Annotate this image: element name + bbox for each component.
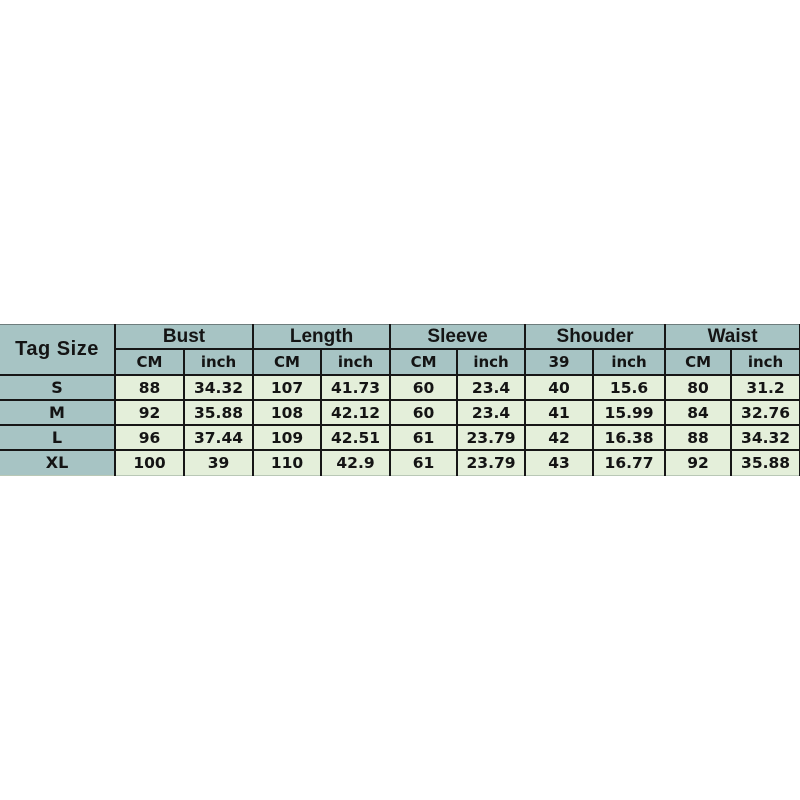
cell-bust-cm: 92 [115, 400, 184, 425]
cell-length-cm: 109 [253, 425, 321, 450]
cell-sleeve-inch: 23.79 [457, 450, 525, 475]
cell-shouder-cm: 40 [525, 375, 593, 400]
cell-bust-cm: 100 [115, 450, 184, 475]
size-tag: M [0, 400, 115, 425]
subheader-bust-cm: CM [115, 349, 184, 375]
table-row-size-s [0, 375, 800, 400]
table-subheader-row [0, 349, 800, 375]
cell-length-cm: 110 [253, 450, 321, 475]
subheader-shouder-cm: 39 [525, 349, 593, 375]
cell-waist-inch: 32.76 [731, 400, 800, 425]
cell-shouder-inch: 15.6 [593, 375, 665, 400]
cell-bust-inch: 37.44 [184, 425, 253, 450]
cell-waist-cm: 80 [665, 375, 731, 400]
corner-header-tag-size: Tag Size [0, 325, 115, 376]
cell-sleeve-cm: 60 [390, 400, 457, 425]
cell-sleeve-inch: 23.4 [457, 400, 525, 425]
column-group-shouder: Shouder [525, 325, 665, 350]
table-row-size-l [0, 425, 800, 450]
cell-bust-inch: 39 [184, 450, 253, 475]
cell-bust-inch: 35.88 [184, 400, 253, 425]
cell-bust-inch: 34.32 [184, 375, 253, 400]
cell-shouder-inch: 16.77 [593, 450, 665, 475]
cell-sleeve-cm: 61 [390, 425, 457, 450]
cell-length-inch: 41.73 [321, 375, 390, 400]
cell-waist-cm: 92 [665, 450, 731, 475]
cell-sleeve-inch: 23.4 [457, 375, 525, 400]
cell-shouder-inch: 16.38 [593, 425, 665, 450]
cell-length-inch: 42.12 [321, 400, 390, 425]
cell-shouder-inch: 15.99 [593, 400, 665, 425]
cell-sleeve-cm: 61 [390, 450, 457, 475]
size-chart-table [0, 324, 800, 476]
subheader-length-cm: CM [253, 349, 321, 375]
table-group-header-row [0, 325, 800, 350]
cell-waist-inch: 35.88 [731, 450, 800, 475]
column-group-sleeve: Sleeve [390, 325, 525, 350]
cell-sleeve-cm: 60 [390, 375, 457, 400]
cell-length-cm: 108 [253, 400, 321, 425]
cell-waist-inch: 34.32 [731, 425, 800, 450]
cell-shouder-cm: 41 [525, 400, 593, 425]
size-tag: XL [0, 450, 115, 475]
subheader-bust-inch: inch [184, 349, 253, 375]
column-group-bust: Bust [115, 325, 253, 350]
subheader-sleeve-inch: inch [457, 349, 525, 375]
subheader-length-inch: inch [321, 349, 390, 375]
cell-waist-cm: 88 [665, 425, 731, 450]
size-tag: S [0, 375, 115, 400]
cell-shouder-cm: 42 [525, 425, 593, 450]
size-tag: L [0, 425, 115, 450]
cell-length-cm: 107 [253, 375, 321, 400]
cell-bust-cm: 88 [115, 375, 184, 400]
subheader-sleeve-cm: CM [390, 349, 457, 375]
cell-shouder-cm: 43 [525, 450, 593, 475]
column-group-length: Length [253, 325, 390, 350]
size-chart [0, 324, 800, 476]
cell-length-inch: 42.9 [321, 450, 390, 475]
cell-waist-inch: 31.2 [731, 375, 800, 400]
table-row-size-m [0, 400, 800, 425]
cell-sleeve-inch: 23.79 [457, 425, 525, 450]
column-group-waist: Waist [665, 325, 800, 350]
subheader-waist-inch: inch [731, 349, 800, 375]
cell-bust-cm: 96 [115, 425, 184, 450]
subheader-waist-cm: CM [665, 349, 731, 375]
subheader-shouder-inch: inch [593, 349, 665, 375]
cell-waist-cm: 84 [665, 400, 731, 425]
table-row-size-xl [0, 450, 800, 475]
cell-length-inch: 42.51 [321, 425, 390, 450]
